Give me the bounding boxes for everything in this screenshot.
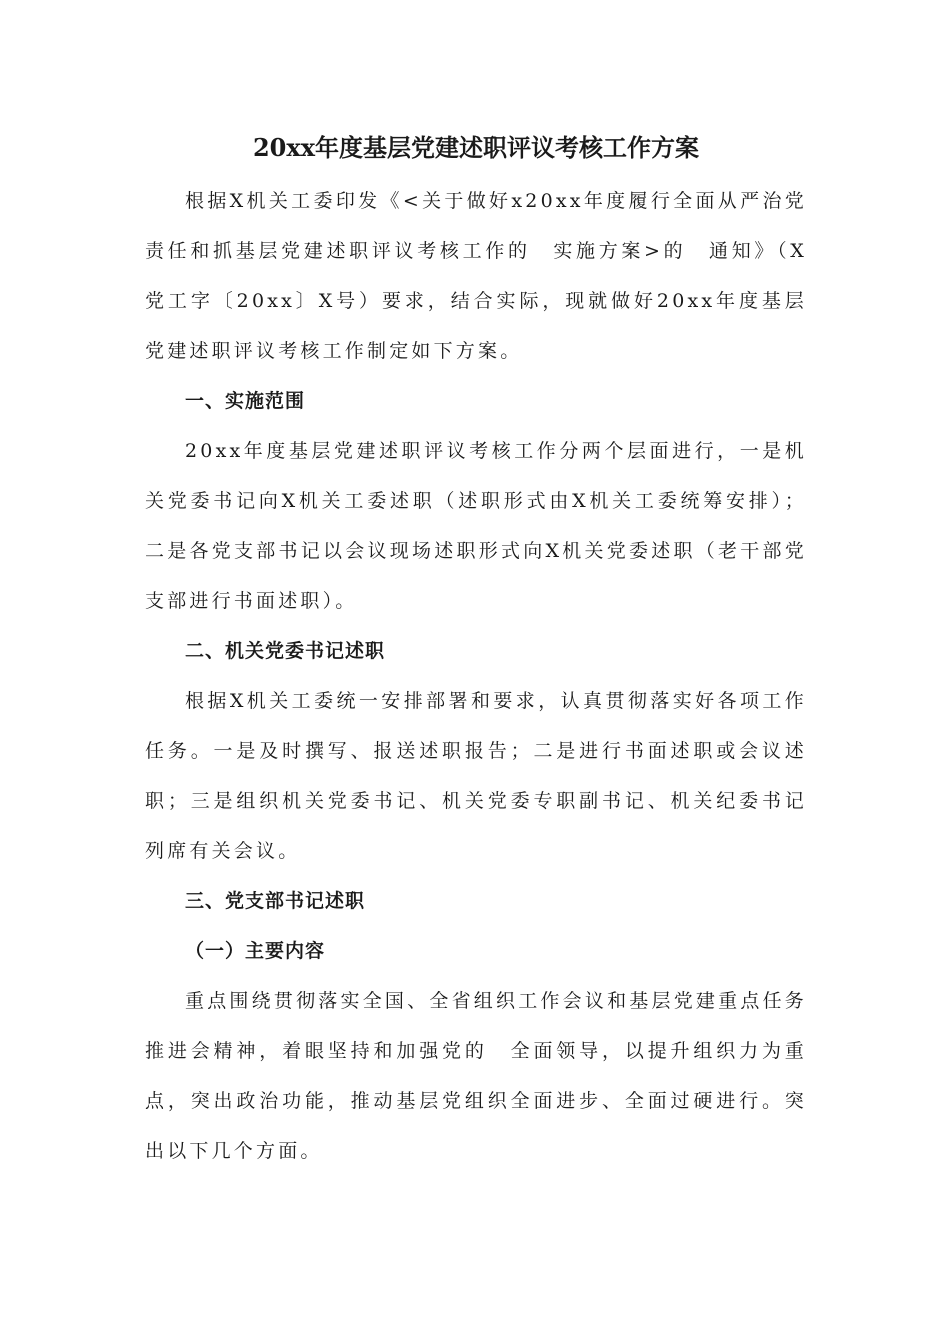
document-body <box>145 128 807 1176</box>
section-heading-committee-secretary: 二、机关党委书记述职 <box>185 640 386 662</box>
section-heading-branch-secretary: 三、党支部书记述职 <box>185 890 366 912</box>
subsection-heading-main-content: （一）主要内容 <box>185 940 326 962</box>
section-heading-scope: 一、实施范围 <box>185 390 306 412</box>
section-committee-secretary-paragraph: 根据X机关工委统一安排部署和要求，认真贯彻落实好各项工作任务。一是及时撰写、报送述职报告；二是进行书面述职或会议述职；三是组织机关党委书记、机关党委专职副书记、机关纪委书记列席有关会议。 <box>145 690 807 862</box>
section-scope-paragraph: 20xx年度基层党建述职评议考核工作分两个层面进行，一是机关党委书记向X机关工委述职（述职形式由X机关工委统筹安排）；二是各党支部书记以会议现场述职形式向X机关党委述职（老干部党支部进行书面述职）。 <box>145 440 807 612</box>
subsection-main-content-paragraph: 重点围绕贯彻落实全国、全省组织工作会议和基层党建重点任务推进会精神，着眼坚持和加强党的 全面领导，以提升组织力为重点，突出政治功能，推动基层党组织全面进步、全面过硬进行。突出以下几个方面。 <box>145 990 807 1162</box>
document-title: 20xx年度基层党建述职评议考核工作方案 <box>252 133 699 162</box>
intro-paragraph: 根据X机关工委印发《<关于做好x20xx年度履行全面从严治党责任和抓基层党建述职评议考核工作的 实施方案>的 通知》（X党工字〔20xx〕X号）要求，结合实际，现就做好20xx年度基层党建述职评议考核工作制定如下方案。 <box>145 190 807 362</box>
